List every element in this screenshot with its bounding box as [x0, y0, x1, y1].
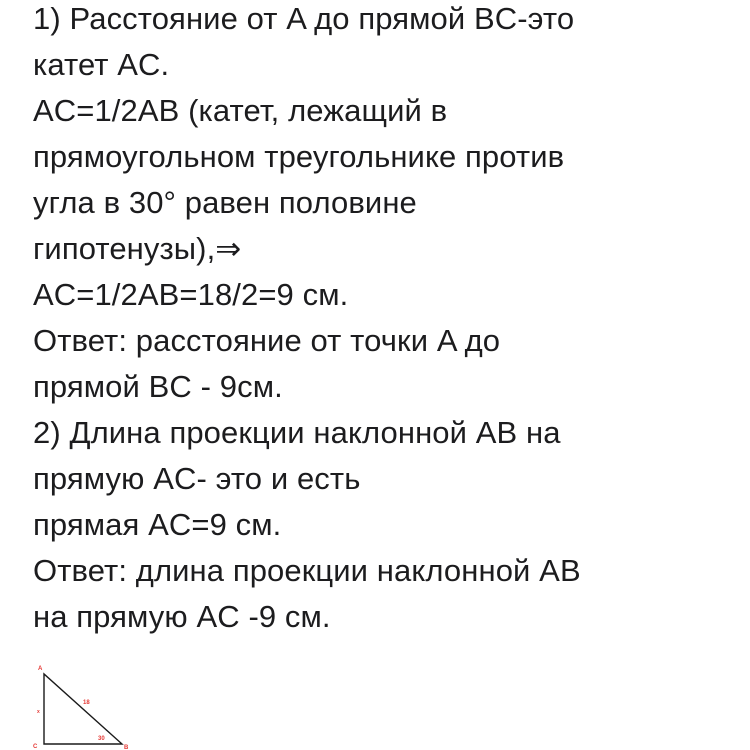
text-line-9: прямой BC - 9см.: [33, 369, 283, 404]
triangle-diagram: [28, 660, 138, 750]
vertex-a-label: A: [38, 666, 43, 672]
hypotenuse-length-label: 18: [83, 700, 90, 706]
text-line-12: прямая AC=9 см.: [33, 507, 282, 542]
text-line-3: AC=1/2AB (катет, лежащий в: [33, 93, 448, 128]
text-line-11: прямую AC- это и есть: [33, 461, 361, 496]
vertex-c-label: C: [33, 744, 38, 750]
side-x-label: x: [37, 709, 40, 715]
text-line-7: AC=1/2AB=18/2=9 см.: [33, 277, 349, 312]
solution-text: [33, 0, 733, 640]
text-line-14: на прямую AC -9 см.: [33, 599, 331, 634]
vertex-b-label: B: [124, 745, 129, 750]
text-line-13: Ответ: длина проекции наклонной AB: [33, 553, 581, 588]
angle-label: 30: [98, 736, 105, 742]
text-line-4: прямоугольном треугольнике против: [33, 139, 565, 174]
text-line-5: угла в 30° равен половине: [33, 185, 417, 220]
text-line-10: 2) Длина проекции наклонной AB на: [33, 415, 561, 450]
triangle-shape: [44, 674, 122, 744]
text-line-6: гипотенузы),⇒: [33, 231, 242, 266]
text-line-8: Ответ: расстояние от точки A до: [33, 323, 501, 358]
text-line-2: катет AC.: [33, 47, 170, 82]
text-line-1: 1) Расстояние от A до прямой BC-это: [33, 1, 575, 36]
triangle-figure: [28, 660, 138, 750]
